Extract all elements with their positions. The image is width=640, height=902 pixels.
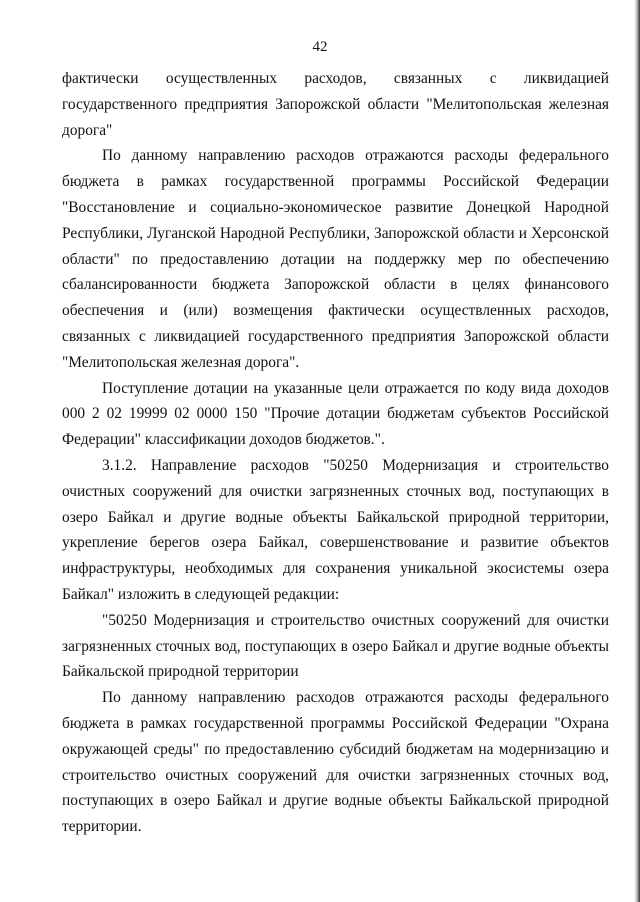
paragraph-50250-heading: "50250 Модернизация и строительство очистных сооружений для очистки загрязненных сточных вод, поступающих в озеро Байкал и другие водные объекты Байкальской природной территории bbox=[62, 611, 609, 681]
paragraph-zaporozhye-subsidy: По данному направлению расходов отражаются расходы федерального бюджета в рамках государственной программы Российской Федерации "Восстановление и социально-экономическое развитие Донецкой Народной Республики, Луганской Народной Республики, Запорожской области и Херсонской области" по предоставлению дотации на поддержку мер по обеспечению сбалансированности бюджета Запорожской области в целях финансового обеспечения и (или) возмещения фактически осуществленных расходов, связанных с ликвидацией государственного предприятия Запорожской области "Мелитопольская железная дорога". bbox=[62, 147, 609, 371]
paragraph-environment-program: По данному направлению расходов отражаются расходы федерального бюджета в рамках государственной программы Российской Федерации "Охрана окружающей среды" по предоставлению субсидий бюджетам на модернизацию и строительство очистных сооружений для очистки загрязненных сточных вод, поступающих в озеро Байкал и другие водные объекты Байкальской природной территории. bbox=[62, 689, 609, 836]
paragraph-revenue-code: Поступление дотации на указанные цели отражается по коду вида доходов 000 2 02 19999 02 0000 150 "Прочие дотации бюджетам субъектов Российской Федерации" классификации доходов бюджетов.". bbox=[62, 379, 609, 449]
page-number: 42 bbox=[312, 39, 328, 55]
paragraph-section-3-1-2: 3.1.2. Направление расходов "50250 Модернизация и строительство очистных сооружений для очистки загрязненных сточных вод, поступающих в озеро Байкал и другие водные объекты Байкальской природной территории, укрепление берегов озера Байкал, совершенствование и развитие объектов инфраструктуры, необходимых для сохранения уникальной экосистемы озера Байкал" изложить в следующей редакции: bbox=[62, 456, 609, 603]
paragraph-continuation: фактически осуществленных расходов, связанных с ликвидацией государственного предприятия Запорожской области "Мелитопольская железная дорога" bbox=[62, 70, 609, 139]
scan-edge-shadow bbox=[634, 0, 640, 902]
document-body bbox=[62, 66, 609, 840]
